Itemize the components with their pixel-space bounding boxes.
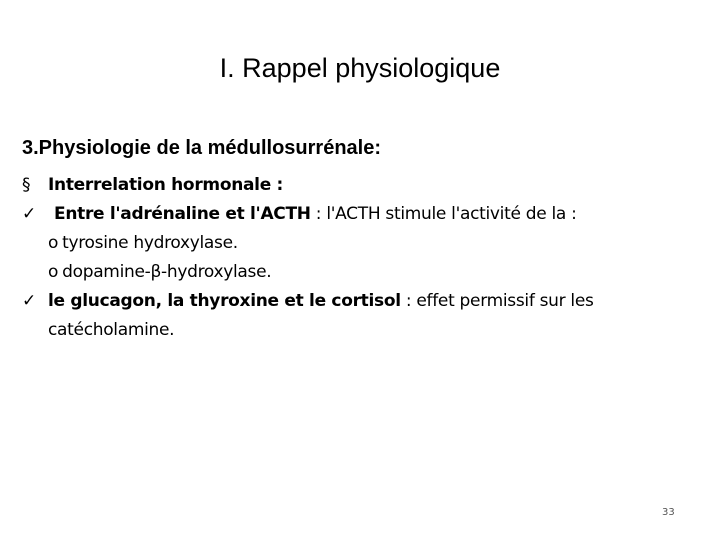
circle-bullet-icon: o (48, 233, 59, 253)
bullet-glucagon-continued-text: catécholamine. (48, 320, 175, 340)
square-bullet-icon: § (22, 175, 31, 195)
bullet-glucagon-rest: : effet permissif sur les (400, 291, 594, 311)
sub-item-dopamine-text: dopamine-β-hydroxylase. (62, 262, 272, 282)
bullet-glucagon-bold: le glucagon, la thyroxine et le cortisol (48, 291, 401, 311)
bullet-adrenaline-acth (22, 200, 702, 229)
bullet-adrenaline-acth-rest: : l'ACTH stimule l'activité de la : (310, 204, 577, 224)
circle-bullet-icon: o (48, 262, 59, 282)
sub-item-dopamine (22, 258, 702, 287)
check-bullet-icon: ✓ (22, 204, 36, 224)
bullet-glucagon (22, 287, 702, 316)
bullet-glucagon-continued (22, 316, 702, 345)
sub-item-tyrosine (22, 229, 702, 258)
bullet-interrelation (22, 171, 702, 200)
slide-body (22, 171, 702, 345)
sub-item-tyrosine-text: tyrosine hydroxylase. (62, 233, 238, 253)
slide-title: I. Rappel physiologique (219, 53, 501, 83)
bullet-interrelation-text: Interrelation hormonale : (48, 175, 284, 195)
bullet-adrenaline-acth-bold: Entre l'adrénaline et l'ACTH (54, 204, 311, 224)
check-bullet-icon: ✓ (22, 291, 36, 311)
page-number: 33 (662, 507, 675, 518)
section-heading: 3.Physiologie de la médullosurrénale: (22, 137, 381, 159)
